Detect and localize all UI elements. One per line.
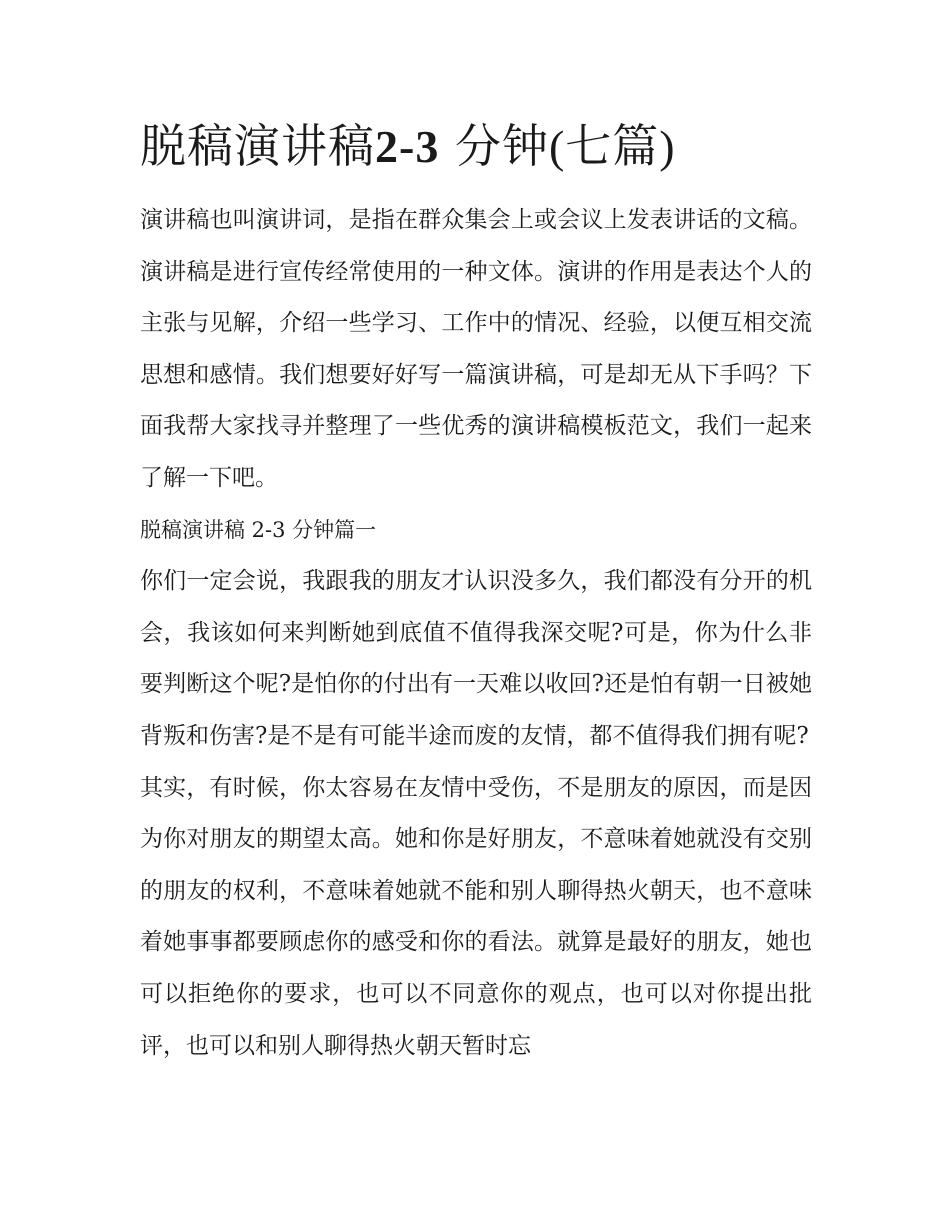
title-text-1: 脱稿演讲稿 bbox=[140, 119, 375, 173]
body-paragraph-2: 其实，有时候，你太容易在友情中受伤，不是朋友的原因，而是因为你对朋友的期望太高。她和你是好朋友，不意味着她就没有交别的朋友的权利，不意味着她就不能和别人聊得热火朝天，也不意味着她事事都要顾虑你的感受和你的看法。就算是最好的朋友，她也可以拒绝你的要求，也可以不同意你的观点，也可以对你提出批评，也可以和别人聊得热火朝天暂时忘 bbox=[140, 774, 812, 1059]
intro-paragraph: 演讲稿也叫演讲词，是指在群众集会上或会议上发表讲话的文稿。演讲稿是进行宣传经常使用的一种文体。演讲的作用是表达个人的主张与见解，介绍一些学习、工作中的情况、经验，以便互相交流思想和感情。我们想要好好写一篇演讲稿，可是却无从下手吗？下面我帮大家找寻并整理了一些优秀的演讲稿模板范文，我们一起来了解一下吧。 bbox=[140, 207, 812, 491]
document-title bbox=[140, 112, 812, 181]
document-page bbox=[140, 112, 812, 1072]
section-heading: 脱稿演讲稿 2-3 分钟篇一 bbox=[140, 517, 377, 542]
title-text-3: (七篇) bbox=[548, 121, 676, 172]
title-text-2: 分钟 bbox=[454, 119, 549, 173]
body-paragraph-1: 你们一定会说，我跟我的朋友才认识没多久，我们都没有分开的机会，我该如何来判断她到底值不值得我深交呢?可是，你为什么非要判断这个呢?是怕你的付出有一天难以收回?还是怕有朝一日被她背叛和伤害?是不是有可能半途而废的友情，都不值得我们拥有呢? bbox=[140, 568, 812, 749]
title-duration: 2-3 bbox=[375, 121, 440, 172]
